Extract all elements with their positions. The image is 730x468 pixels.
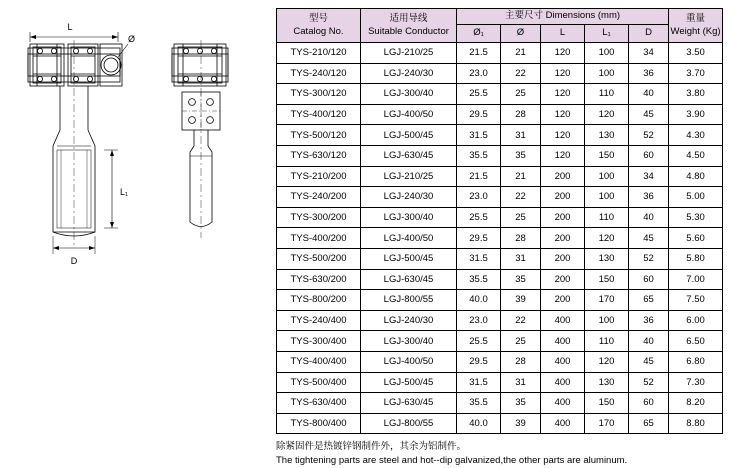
cell-catalog: TYS-300/400 bbox=[277, 331, 361, 352]
cell-d: 22 bbox=[501, 63, 541, 84]
th-dimensions-group: 主要尺寸 Dimensions (mm) bbox=[457, 9, 669, 25]
cell-D: 45 bbox=[629, 104, 669, 125]
cell-L1: 130 bbox=[585, 372, 629, 393]
table-body bbox=[277, 43, 723, 434]
table-row bbox=[277, 166, 723, 187]
cell-d1: 29.5 bbox=[457, 104, 501, 125]
table-row bbox=[277, 331, 723, 352]
cell-conductor: LGJ-300/40 bbox=[361, 207, 457, 228]
cell-D: 45 bbox=[629, 228, 669, 249]
cell-L1: 150 bbox=[585, 269, 629, 290]
cell-d: 39 bbox=[501, 413, 541, 434]
cell-L: 400 bbox=[541, 310, 585, 331]
cell-d1: 40.0 bbox=[457, 413, 501, 434]
table-row bbox=[277, 84, 723, 105]
cell-d: 25 bbox=[501, 331, 541, 352]
th-conductor-en: Suitable Conductor bbox=[368, 25, 449, 37]
footnote-en: The tightening parts are steel and hot--dip galvanized,the other parts are aluminum. bbox=[276, 454, 628, 466]
cell-L: 200 bbox=[541, 290, 585, 311]
cell-d1: 25.5 bbox=[457, 207, 501, 228]
cell-catalog: TYS-630/200 bbox=[277, 269, 361, 290]
cell-L: 400 bbox=[541, 372, 585, 393]
cell-conductor: LGJ-400/50 bbox=[361, 104, 457, 125]
cell-d1: 25.5 bbox=[457, 331, 501, 352]
cell-weight: 6.50 bbox=[669, 331, 723, 352]
cell-L1: 100 bbox=[585, 166, 629, 187]
cell-L: 200 bbox=[541, 166, 585, 187]
cell-conductor: LGJ-210/25 bbox=[361, 43, 457, 64]
cell-L: 120 bbox=[541, 145, 585, 166]
th-dim-L: L bbox=[541, 25, 585, 43]
cell-D: 40 bbox=[629, 84, 669, 105]
cell-L: 400 bbox=[541, 413, 585, 434]
cell-d1: 31.5 bbox=[457, 372, 501, 393]
cell-conductor: LGJ-240/30 bbox=[361, 187, 457, 208]
cell-D: 52 bbox=[629, 248, 669, 269]
cell-catalog: TYS-630/120 bbox=[277, 145, 361, 166]
cell-L1: 100 bbox=[585, 43, 629, 64]
cell-weight: 6.00 bbox=[669, 310, 723, 331]
cell-conductor: LGJ-240/30 bbox=[361, 63, 457, 84]
cell-D: 36 bbox=[629, 187, 669, 208]
cell-conductor: LGJ-800/55 bbox=[361, 413, 457, 434]
table-row bbox=[277, 372, 723, 393]
cell-d1: 21.5 bbox=[457, 166, 501, 187]
cell-d: 28 bbox=[501, 104, 541, 125]
cell-weight: 3.50 bbox=[669, 43, 723, 64]
th-dim-d1: Ø₁ bbox=[457, 25, 501, 43]
cell-D: 40 bbox=[629, 331, 669, 352]
cell-conductor: LGJ-400/50 bbox=[361, 228, 457, 249]
cell-conductor: LGJ-800/55 bbox=[361, 290, 457, 311]
cell-L1: 150 bbox=[585, 145, 629, 166]
table-row bbox=[277, 413, 723, 434]
cell-catalog: TYS-500/120 bbox=[277, 125, 361, 146]
cell-d: 25 bbox=[501, 84, 541, 105]
cell-weight: 4.50 bbox=[669, 145, 723, 166]
cell-conductor: LGJ-630/45 bbox=[361, 393, 457, 414]
dim-label-L1: L₁ bbox=[120, 187, 129, 197]
cell-D: 60 bbox=[629, 145, 669, 166]
cell-conductor: LGJ-300/40 bbox=[361, 84, 457, 105]
cell-L: 120 bbox=[541, 84, 585, 105]
cell-d1: 23.0 bbox=[457, 187, 501, 208]
cell-conductor: LGJ-400/50 bbox=[361, 351, 457, 372]
cell-L: 120 bbox=[541, 63, 585, 84]
cell-L1: 120 bbox=[585, 104, 629, 125]
th-dim-D: D bbox=[629, 25, 669, 43]
cell-conductor: LGJ-630/45 bbox=[361, 269, 457, 290]
cell-catalog: TYS-240/200 bbox=[277, 187, 361, 208]
cell-catalog: TYS-800/400 bbox=[277, 413, 361, 434]
cell-conductor: LGJ-500/45 bbox=[361, 372, 457, 393]
cell-L1: 120 bbox=[585, 351, 629, 372]
cell-d: 35 bbox=[501, 145, 541, 166]
cell-weight: 3.90 bbox=[669, 104, 723, 125]
cell-D: 52 bbox=[629, 125, 669, 146]
cell-L: 200 bbox=[541, 248, 585, 269]
cell-catalog: TYS-400/120 bbox=[277, 104, 361, 125]
cell-L1: 100 bbox=[585, 63, 629, 84]
cell-D: 60 bbox=[629, 269, 669, 290]
cell-conductor: LGJ-300/40 bbox=[361, 331, 457, 352]
cell-L: 200 bbox=[541, 207, 585, 228]
table-row bbox=[277, 104, 723, 125]
cell-catalog: TYS-300/200 bbox=[277, 207, 361, 228]
cell-d1: 40.0 bbox=[457, 290, 501, 311]
cell-d: 22 bbox=[501, 187, 541, 208]
cell-L1: 110 bbox=[585, 331, 629, 352]
cell-d1: 35.5 bbox=[457, 269, 501, 290]
cell-catalog: TYS-300/120 bbox=[277, 84, 361, 105]
cell-L: 400 bbox=[541, 351, 585, 372]
th-dim-d: Ø bbox=[501, 25, 541, 43]
footnotes bbox=[276, 440, 726, 468]
cell-L1: 170 bbox=[585, 413, 629, 434]
cell-d1: 23.0 bbox=[457, 310, 501, 331]
cell-L: 200 bbox=[541, 228, 585, 249]
cell-D: 36 bbox=[629, 63, 669, 84]
cell-catalog: TYS-800/200 bbox=[277, 290, 361, 311]
technical-drawing bbox=[0, 0, 268, 463]
cell-L1: 100 bbox=[585, 310, 629, 331]
cell-conductor: LGJ-240/30 bbox=[361, 310, 457, 331]
th-dim-L1: L₁ bbox=[585, 25, 629, 43]
cell-d: 21 bbox=[501, 43, 541, 64]
drawing-svg bbox=[0, 0, 268, 463]
cell-d1: 35.5 bbox=[457, 393, 501, 414]
table-row bbox=[277, 125, 723, 146]
cell-D: 34 bbox=[629, 43, 669, 64]
table-row bbox=[277, 207, 723, 228]
dim-label-diameter: Ø bbox=[128, 34, 136, 44]
table-row bbox=[277, 351, 723, 372]
table-row bbox=[277, 290, 723, 311]
cell-d: 35 bbox=[501, 269, 541, 290]
cell-L1: 130 bbox=[585, 125, 629, 146]
th-catalog-cn: 型号 bbox=[308, 12, 328, 24]
cell-d1: 25.5 bbox=[457, 84, 501, 105]
cell-d1: 31.5 bbox=[457, 248, 501, 269]
table-row bbox=[277, 269, 723, 290]
specification-table bbox=[276, 8, 723, 434]
cell-L1: 170 bbox=[585, 290, 629, 311]
table-row bbox=[277, 228, 723, 249]
th-catalog-en: Catalog No. bbox=[293, 25, 344, 37]
cell-D: 40 bbox=[629, 207, 669, 228]
cell-d: 31 bbox=[501, 372, 541, 393]
cell-catalog: TYS-500/200 bbox=[277, 248, 361, 269]
cell-d1: 23.0 bbox=[457, 63, 501, 84]
cell-weight: 5.00 bbox=[669, 187, 723, 208]
cell-d: 28 bbox=[501, 351, 541, 372]
cell-catalog: TYS-240/120 bbox=[277, 63, 361, 84]
cell-catalog: TYS-630/400 bbox=[277, 393, 361, 414]
cell-d: 31 bbox=[501, 248, 541, 269]
cell-weight: 5.60 bbox=[669, 228, 723, 249]
cell-L: 120 bbox=[541, 43, 585, 64]
table-row bbox=[277, 43, 723, 64]
cell-L: 400 bbox=[541, 331, 585, 352]
cell-weight: 4.80 bbox=[669, 166, 723, 187]
th-conductor bbox=[361, 9, 457, 43]
cell-L1: 130 bbox=[585, 248, 629, 269]
cell-D: 60 bbox=[629, 393, 669, 414]
table-header-row-1 bbox=[277, 9, 723, 25]
cell-L: 200 bbox=[541, 187, 585, 208]
th-weight-cn: 重量 bbox=[686, 12, 706, 24]
cell-L: 120 bbox=[541, 104, 585, 125]
cell-d: 31 bbox=[501, 125, 541, 146]
cell-weight: 5.30 bbox=[669, 207, 723, 228]
cell-L: 120 bbox=[541, 125, 585, 146]
th-weight-en: Weight (Kg) bbox=[670, 25, 721, 37]
cell-D: 65 bbox=[629, 413, 669, 434]
footnote-cn: 除紧固件是热镀锌钢制件外，其余为铝制件。 bbox=[276, 441, 467, 452]
cell-d: 22 bbox=[501, 310, 541, 331]
cell-weight: 4.30 bbox=[669, 125, 723, 146]
th-weight bbox=[669, 9, 723, 43]
dim-label-L: L bbox=[67, 22, 73, 32]
cell-L1: 110 bbox=[585, 207, 629, 228]
cell-d1: 21.5 bbox=[457, 43, 501, 64]
cell-weight: 3.80 bbox=[669, 84, 723, 105]
cell-weight: 8.20 bbox=[669, 393, 723, 414]
th-catalog bbox=[277, 9, 361, 43]
cell-d1: 35.5 bbox=[457, 145, 501, 166]
table-row bbox=[277, 187, 723, 208]
dim-label-D: D bbox=[70, 256, 78, 266]
cell-d: 28 bbox=[501, 228, 541, 249]
cell-weight: 6.80 bbox=[669, 351, 723, 372]
cell-d1: 31.5 bbox=[457, 125, 501, 146]
th-conductor-cn: 适用导线 bbox=[389, 12, 428, 24]
cell-weight: 7.30 bbox=[669, 372, 723, 393]
cell-catalog: TYS-240/400 bbox=[277, 310, 361, 331]
cell-weight: 7.00 bbox=[669, 269, 723, 290]
cell-d: 25 bbox=[501, 207, 541, 228]
cell-catalog: TYS-500/400 bbox=[277, 372, 361, 393]
table-row bbox=[277, 248, 723, 269]
cell-d1: 29.5 bbox=[457, 351, 501, 372]
cell-D: 65 bbox=[629, 290, 669, 311]
cell-weight: 3.70 bbox=[669, 63, 723, 84]
cell-catalog: TYS-400/400 bbox=[277, 351, 361, 372]
table-row bbox=[277, 145, 723, 166]
table-row bbox=[277, 310, 723, 331]
cell-d: 21 bbox=[501, 166, 541, 187]
cell-L1: 120 bbox=[585, 228, 629, 249]
cell-D: 34 bbox=[629, 166, 669, 187]
cell-L1: 150 bbox=[585, 393, 629, 414]
cell-weight: 7.50 bbox=[669, 290, 723, 311]
cell-weight: 8.80 bbox=[669, 413, 723, 434]
cell-d1: 29.5 bbox=[457, 228, 501, 249]
cell-L1: 110 bbox=[585, 84, 629, 105]
cell-conductor: LGJ-210/25 bbox=[361, 166, 457, 187]
cell-L: 400 bbox=[541, 393, 585, 414]
cell-weight: 5.80 bbox=[669, 248, 723, 269]
cell-L: 200 bbox=[541, 269, 585, 290]
cell-D: 52 bbox=[629, 372, 669, 393]
cell-L1: 100 bbox=[585, 187, 629, 208]
table-row bbox=[277, 393, 723, 414]
cell-d: 35 bbox=[501, 393, 541, 414]
cell-conductor: LGJ-500/45 bbox=[361, 248, 457, 269]
cell-D: 36 bbox=[629, 310, 669, 331]
specification-table-wrap bbox=[276, 8, 722, 434]
cell-conductor: LGJ-630/45 bbox=[361, 145, 457, 166]
table-head bbox=[277, 9, 723, 43]
cell-conductor: LGJ-500/45 bbox=[361, 125, 457, 146]
cell-catalog: TYS-210/200 bbox=[277, 166, 361, 187]
cell-d: 39 bbox=[501, 290, 541, 311]
cell-D: 45 bbox=[629, 351, 669, 372]
table-row bbox=[277, 63, 723, 84]
cell-catalog: TYS-400/200 bbox=[277, 228, 361, 249]
cell-catalog: TYS-210/120 bbox=[277, 43, 361, 64]
